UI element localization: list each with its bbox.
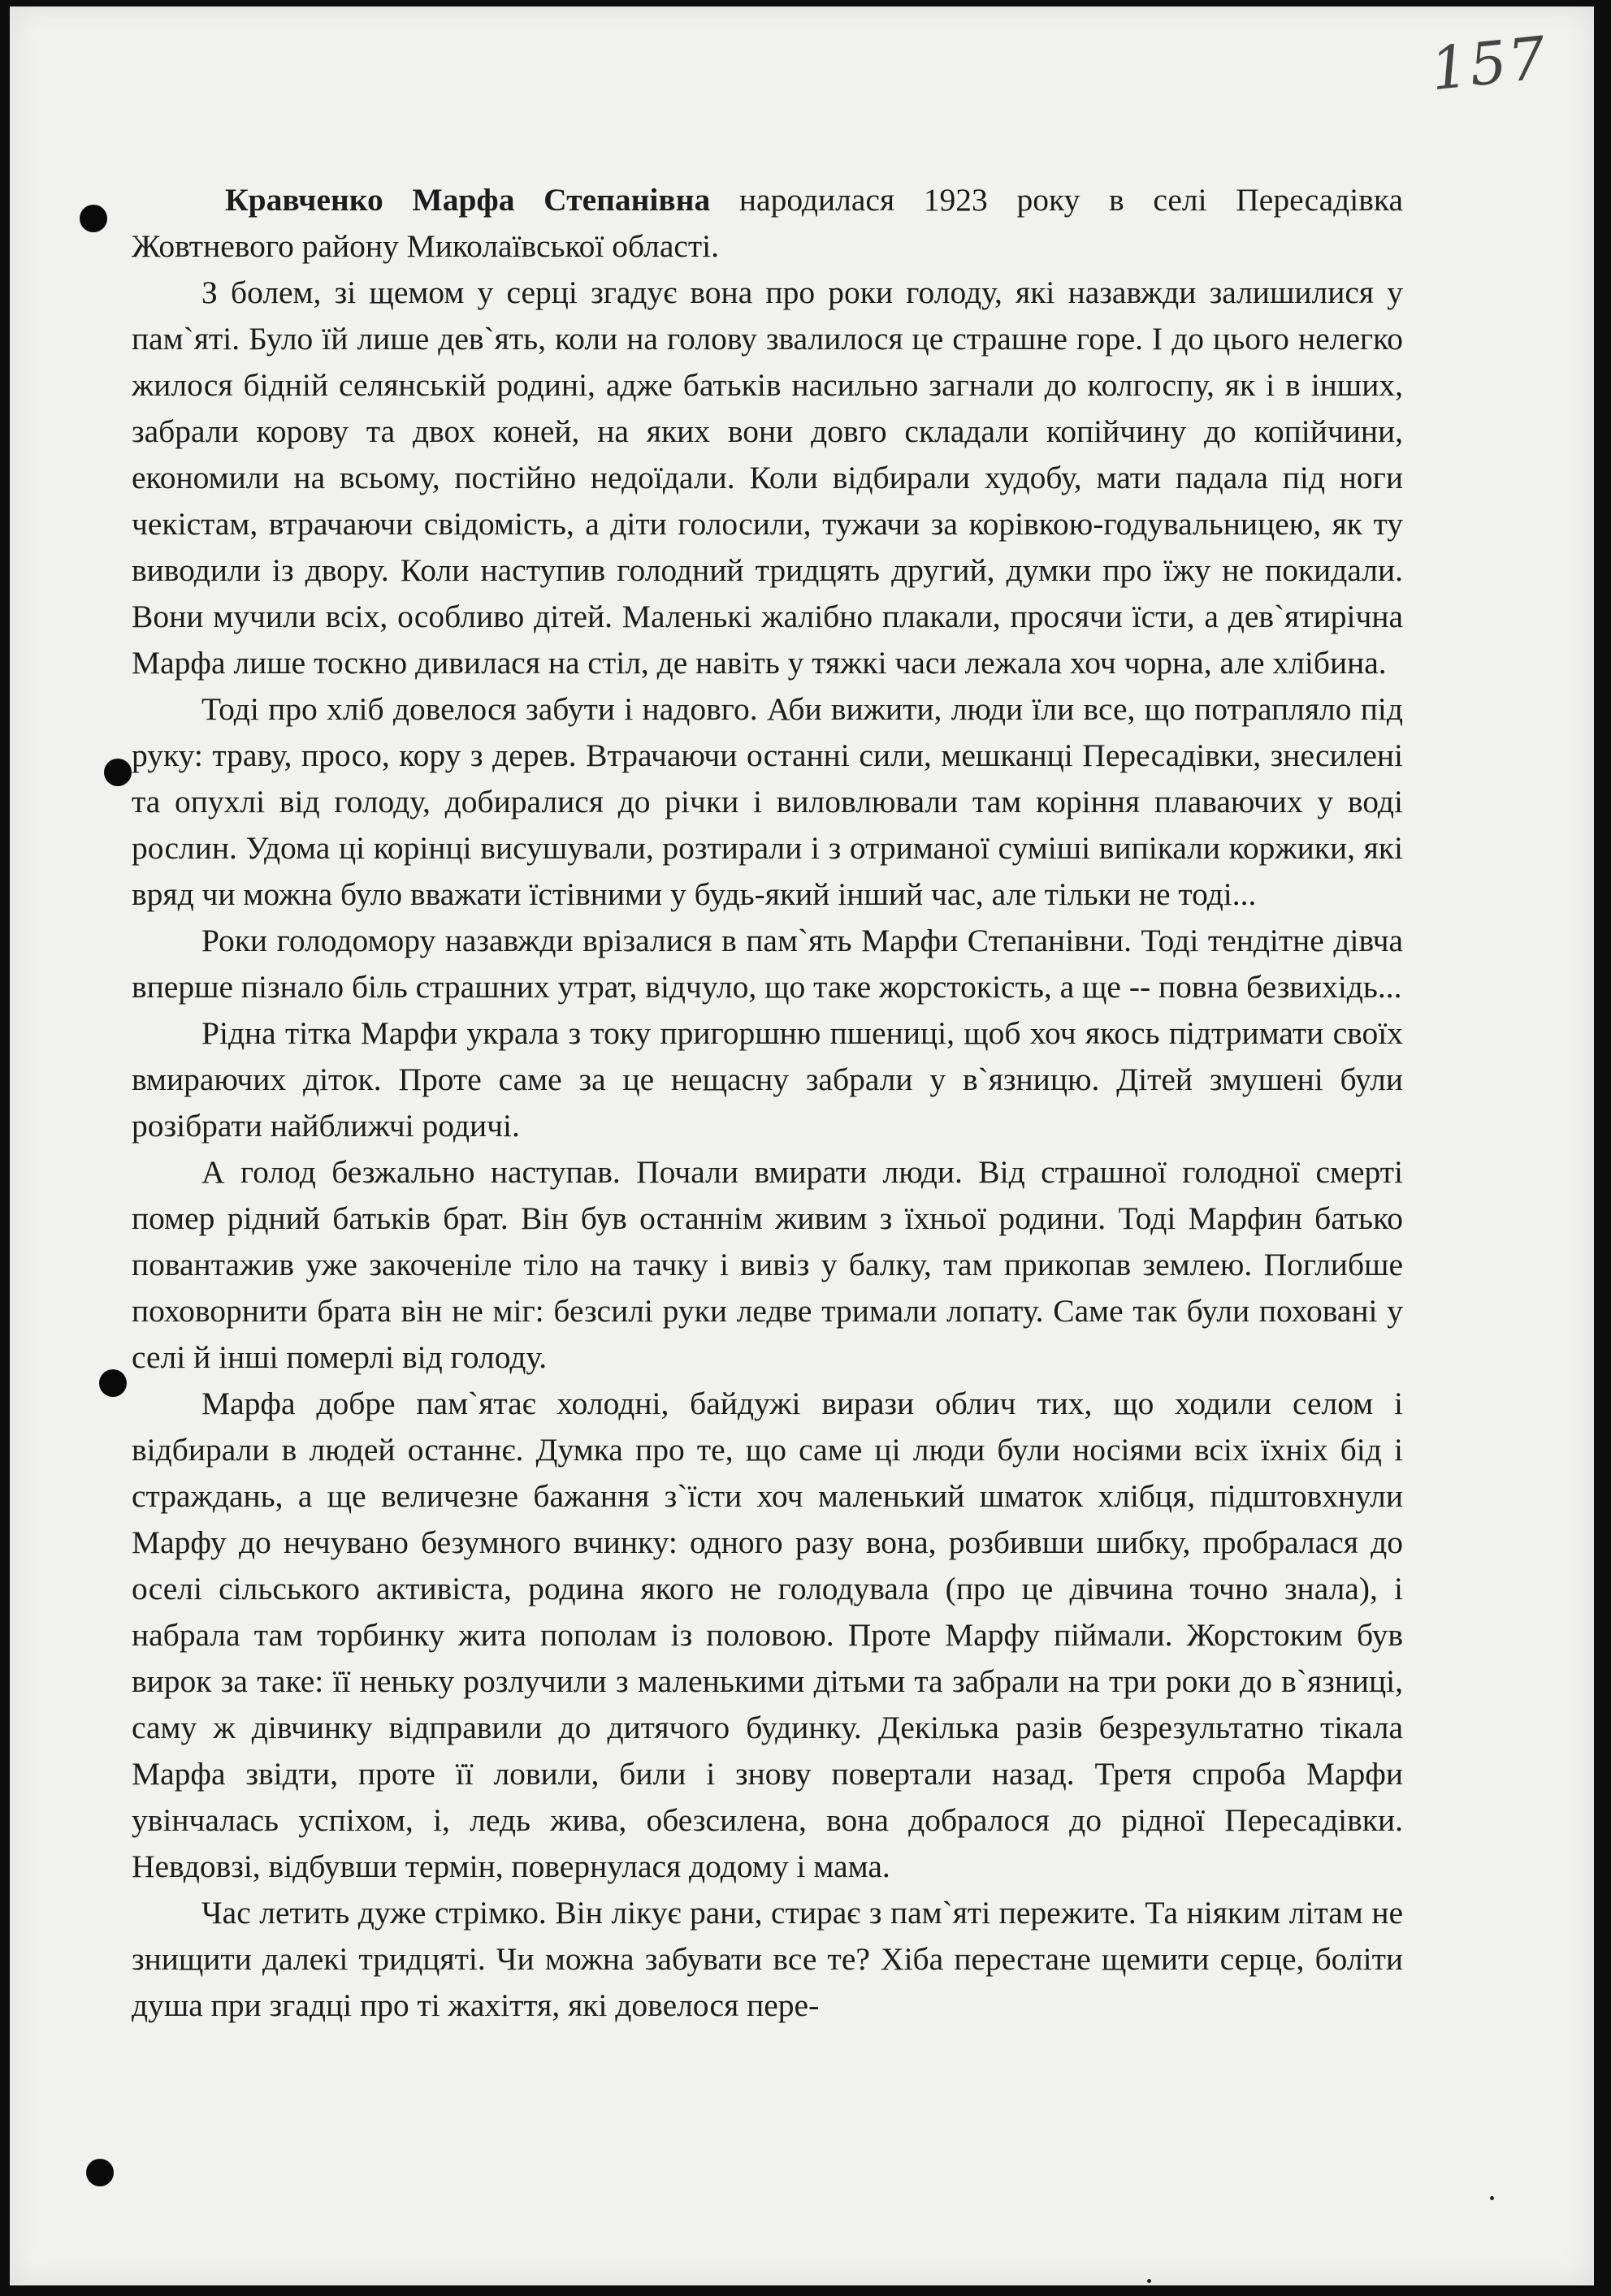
article-paragraph: Час летить дуже стрімко. Він лікує рани, стирає з пам`яті пережите. Та ніяким літам не знищити далекі тридцяті. Чи можна забувати все те? Хіба перестане щемити серце, боліти душа при згадці про ті жахіття, які довелося пере-: [132, 1895, 1403, 2023]
article-paragraph: Роки голодомору назавжди врізалися в пам`ять Марфи Степанівни. Тоді тендітне дівча вперше пізнало біль страшних утрат, відчуло, що таке жорстокість, а ще -- повна безвихідь...: [132, 923, 1403, 1005]
paper-speck: [1147, 2279, 1151, 2283]
article-paragraph-intro: [132, 177, 1403, 270]
punch-hole: [86, 2159, 114, 2186]
document-page: [10, 6, 1594, 2285]
article-paragraph: Рідна тітка Марфи украла з току пригоршню пшениці, щоб хоч якось підтримати своїх вмираючих діток. Проте саме за це нещасну забрали у в`язницю. Дітей змушені були розібрати найближчі родичі.: [132, 1015, 1403, 1144]
article-paragraph: Марфа добре пам`ятає холодні, байдужі вирази облич тих, що ходили селом і відбирали в людей останнє. Думка про те, що саме ці люди були носіями всіх їхніх бід і страждань, а ще величезне бажання з`їсти хоч маленький шматок хлібця, підштовхнули Марфу до нечувано безумного вчинку: одного разу вона, розбивши шибку, пробралася до оселі сільського активіста, родина якого не голодувала (про це дівчина точно знала), і набрала там торбинку жита пополам із половою. Проте Марфу піймали. Жорстоким був вирок за таке: її неньку розлучили з маленькими дітьми та забрали на три роки до в`язниці, саму ж дівчинку відправили до дитячого будинку. Декілька разів безрезультатно тікала Марфа звідти, проте її ловили, били і знову повертали назад. Третя спроба Марфи увінчалась успіхом, і, ледь жива, обезсилена, вона добралося до рідної Пересадівки. Невдовзі, відбувши термін, повернулася додому і мама.: [132, 1386, 1403, 1884]
punch-hole: [80, 205, 107, 232]
punch-hole: [104, 759, 132, 786]
article-paragraph: А голод безжально наступав. Почали вмирати люди. Від страшної голодної смерті помер рідний батьків брат. Він був останнім живим з їхньої родини. Тоді Марфин батько повантажив уже закоченіле тіло на тачку і вивіз у балку, там прикопав землею. Поглибше поховорнити брата він не міг: безсилі руки ледве тримали лопату. Саме так були поховані у селі й інші померлі від голоду.: [132, 1154, 1403, 1375]
article-paragraph: Тоді про хліб довелося забути і надовго. Аби вижити, люди їли все, що потрапляло під руку: траву, просо, кору з дерев. Втрачаючи останні сили, мешканці Пересадівки, знесилені та опухлі від голоду, добиралися до річки і виловлювали там коріння плаваючих у воді рослин. Удома ці корінці висушували, розтирали і з отриманої суміші випікали коржики, які вряд чи можна було вважати їстівними у будь-який інший час, але тільки не тоді...: [132, 691, 1403, 912]
paper-speck: [1490, 2196, 1494, 2200]
article-paragraph: З болем, зі щемом у серці згадує вона про роки голоду, які назавжди залишилися у пам`яті. Було їй лише дев`ять, коли на голову звалилося це страшне горе. І до цього нелегко жилося бідній селянській родині, адже батьків насильно загнали до колгоспу, як і в інших, забрали корову та двох коней, на яких вони довго складали копійчину до копійчини, економили на всьому, постійно недоїдали. Коли відбирали худобу, мати падала під ноги чекістам, втрачаючи свідомість, а діти голосили, тужачи за корівкою-годувальницею, як ту виводили із двору. Коли наступив голодний тридцять другий, думки про їжу не покидали. Вони мучили всіх, особливо дітей. Маленькі жалібно плакали, просячи їсти, а дев`ятирічна Марфа лише тоскно дивилася на стіл, де навіть у тяжкі часи лежала хоч чорна, але хлібина.: [132, 275, 1403, 681]
intro-text: народилася 1923 року в селі Пересадівка Жовтневого району Миколаївської області.: [132, 182, 1404, 264]
subject-name: Кравченко Марфа Степанівна: [225, 182, 711, 218]
page-number: 157: [1427, 23, 1550, 104]
article-body: [132, 177, 1403, 2029]
punch-hole: [99, 1369, 127, 1397]
